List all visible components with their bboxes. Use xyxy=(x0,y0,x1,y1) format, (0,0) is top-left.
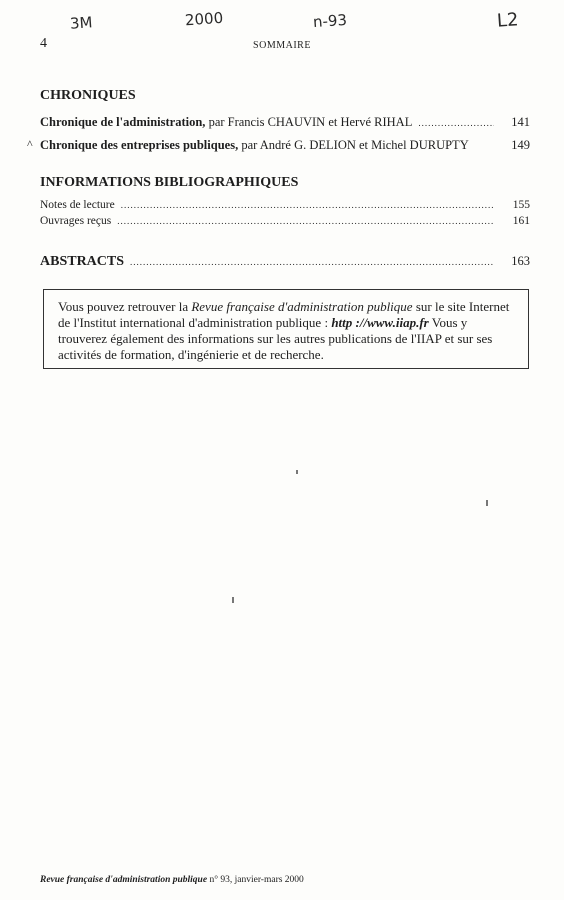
notice-text: sur le site Internet de l'Institut international d'administration publique : xyxy=(58,299,510,330)
toc-entry-page: 149 xyxy=(511,138,530,152)
toc-entry-heading: Chronique des entreprises publiques, xyxy=(40,138,239,152)
dot-leader xyxy=(121,200,494,210)
toc-entry xyxy=(40,138,530,153)
toc-entry-page: 163 xyxy=(511,254,530,268)
handwritten-note: 2000 xyxy=(184,8,224,30)
running-head: SOMMAIRE xyxy=(253,40,311,51)
toc-entry-title: Ouvrages reçus xyxy=(40,215,112,227)
scan-speck xyxy=(296,470,298,474)
section-heading: INFORMATIONS BIBLIOGRAPHIQUES xyxy=(40,175,299,190)
handwritten-note: n-93 xyxy=(312,10,348,32)
toc-entry xyxy=(40,115,530,130)
toc-entry-title xyxy=(40,138,469,153)
notice-text: Vous pouvez retrouver la xyxy=(58,299,192,314)
toc-entry-page: 155 xyxy=(512,199,530,211)
toc-entry-title xyxy=(40,115,412,130)
toc-entry-authors: par Francis CHAUVIN et Hervé RIHAL xyxy=(205,115,413,129)
notice-text: Vous y trouverez également des informations sur les autres publications de l'IIAP et sur ses activités de formation, d'ingénierie et de recherche. xyxy=(58,315,493,362)
dot-leader xyxy=(117,216,494,226)
page-footer xyxy=(40,875,304,885)
toc-entry-page: 141 xyxy=(511,115,530,129)
scan-speck xyxy=(486,500,488,506)
footer-journal: Revue française d'administration publique xyxy=(40,875,208,885)
dot-leader xyxy=(130,257,494,267)
info-box xyxy=(43,289,529,369)
journal-title: Revue française d'administration publique xyxy=(191,299,413,314)
section-heading: CHRONIQUES xyxy=(40,88,136,103)
footer-issue: n° 93, janvier-mars 2000 xyxy=(207,875,304,885)
page-number: 4 xyxy=(40,36,47,51)
handwritten-note: L2 xyxy=(496,9,520,32)
toc-entry-heading: Chronique de l'administration, xyxy=(40,115,206,129)
margin-mark: ^ xyxy=(27,137,33,151)
toc-entry-title: Notes de lecture xyxy=(40,199,115,211)
toc-entry xyxy=(40,215,530,227)
toc-entry-title: ABSTRACTS xyxy=(40,254,125,269)
toc-entry xyxy=(40,254,530,270)
toc-entry xyxy=(40,199,530,211)
handwritten-note: 3M xyxy=(69,13,94,33)
scan-speck xyxy=(232,597,234,603)
toc-entry-page: 161 xyxy=(512,215,530,227)
informations-section xyxy=(40,175,530,227)
website-link[interactable]: http ://www.iiap.fr xyxy=(331,315,429,330)
dot-leader xyxy=(418,118,494,128)
abstracts-section xyxy=(40,254,530,270)
chroniques-section xyxy=(40,88,530,153)
toc-entry-authors: par André G. DELION et Michel DURUPTY xyxy=(238,138,469,152)
